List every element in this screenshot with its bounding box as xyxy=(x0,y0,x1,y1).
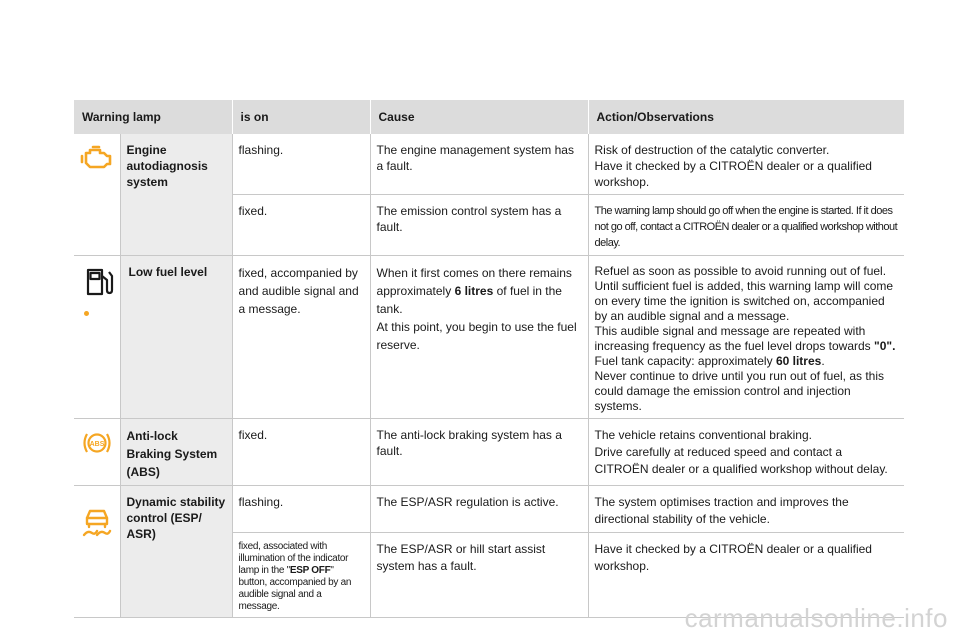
header-is-on: is on xyxy=(232,100,370,134)
esp-fixed-is-on-text: fixed, associated with illumination of the indicator lamp in the " xyxy=(238,541,349,576)
table-header-row xyxy=(74,100,904,134)
fuel-action-2: Until sufficient fuel is added, this warning lamp will come on every time the ignition is switched on, accompanied by an audible signal and a message. xyxy=(594,279,894,323)
fuel-action-3-zero: "0". xyxy=(874,339,896,353)
engine-flashing-action-1: Risk of destruction of the catalytic converter. xyxy=(594,143,830,157)
fuel-cause-text-end: of fuel in the tank. xyxy=(376,284,562,316)
fuel-action-3-text: This audible signal and message are repeated with increasing frequency as the fuel level drops towards xyxy=(594,324,875,353)
fuel-action-4 xyxy=(595,354,899,369)
header-cause: Cause xyxy=(370,100,588,134)
esp-lamp-name: Dynamic stability control (ESP/ ASR) xyxy=(120,486,232,618)
abs-action-1: The vehicle retains conventional braking. xyxy=(594,428,812,442)
esp-skid-icon xyxy=(80,504,114,538)
table-row-esp-flashing xyxy=(74,486,904,533)
esp-flashing-action: The system optimises traction and improves the directional stability of the vehicle. xyxy=(588,486,904,533)
fuel-action-4-end: . xyxy=(821,354,825,368)
fuel-cause-1 xyxy=(377,264,582,318)
esp-off-label: ESP OFF xyxy=(289,565,331,576)
engine-lamp-name: Engine autodiagnosis system xyxy=(120,134,232,256)
fuel-cause-2: At this point, you begin to use the fuel reserve. xyxy=(376,320,577,352)
fuel-action-3 xyxy=(595,324,899,354)
fuel-cause-text: When it first comes on there remains approximately xyxy=(376,266,572,298)
esp-flashing-cause: The ESP/ASR regulation is active. xyxy=(370,486,588,533)
warning-lamp-table xyxy=(74,100,905,618)
fuel-action-4-text: Fuel tank capacity: approximately xyxy=(594,354,776,368)
abs-action-2: Drive carefully at reduced speed and contact a CITROËN dealer or a qualified workshop without delay. xyxy=(594,445,888,476)
fuel-action-4-capacity: 60 litres xyxy=(775,354,822,368)
abs-icon xyxy=(81,429,113,457)
header-action: Action/Observations xyxy=(588,100,904,134)
esp-fixed-cause: The ESP/ASR or hill start assist system has a fault. xyxy=(370,533,588,618)
engine-icon-cell xyxy=(74,134,120,256)
fuel-pump-icon xyxy=(84,266,116,298)
abs-cause: The anti-lock braking system has a fault. xyxy=(370,419,588,486)
engine-fixed-action: The warning lamp should go off when the engine is started. If it does not go off, contact a CITROËN dealer or a qualified workshop without delay. xyxy=(588,195,904,256)
fuel-action xyxy=(588,256,904,419)
header-warning-lamp: Warning lamp xyxy=(74,100,232,134)
engine-fixed-cause: The emission control system has a fault. xyxy=(370,195,588,256)
engine-flashing-action-2: Have it checked by a CITROËN dealer or a qualified workshop. xyxy=(594,159,872,189)
abs-icon-text: ABS xyxy=(89,441,105,448)
esp-flashing-is-on: flashing. xyxy=(232,486,370,533)
fuel-action-1: Refuel as soon as possible to avoid running out of fuel. xyxy=(594,264,887,278)
abs-action xyxy=(588,419,904,486)
engine-flashing-cause: The engine management system has a fault. xyxy=(370,134,588,195)
esp-fixed-action: Have it checked by a CITROËN dealer or a qualified workshop. xyxy=(588,533,904,618)
engine-fixed-is-on: fixed. xyxy=(232,195,370,256)
fuel-is-on: fixed, accompanied by and audible signal and a message. xyxy=(232,256,370,419)
abs-lamp-name: Anti-lock Braking System (ABS) xyxy=(120,419,232,486)
abs-is-on: fixed. xyxy=(232,419,370,486)
fuel-warning-dot-icon xyxy=(84,311,89,316)
table-row-engine-flashing xyxy=(74,134,904,195)
watermark: carmanualsonline.info xyxy=(684,603,948,633)
fuel-lamp-name: Low fuel level xyxy=(120,256,232,419)
table-row-low-fuel xyxy=(74,256,904,419)
esp-icon-cell xyxy=(74,486,120,618)
engine-flashing-is-on: flashing. xyxy=(232,134,370,195)
esp-fixed-is-on xyxy=(232,533,370,618)
engine-flashing-action xyxy=(588,134,904,195)
fuel-action-5: Never continue to drive until you run out of fuel, as this could damage the emission control and injection systems. xyxy=(594,369,885,413)
abs-icon-cell xyxy=(74,419,120,486)
engine-icon xyxy=(80,144,114,172)
table-row-abs xyxy=(74,419,904,486)
fuel-cause xyxy=(370,256,588,419)
esp-fixed-is-on-text-end: " button, accompanied by an audible signal and a message. xyxy=(238,565,352,612)
fuel-icon-cell xyxy=(74,256,120,419)
fuel-cause-litres: 6 litres xyxy=(454,284,494,298)
